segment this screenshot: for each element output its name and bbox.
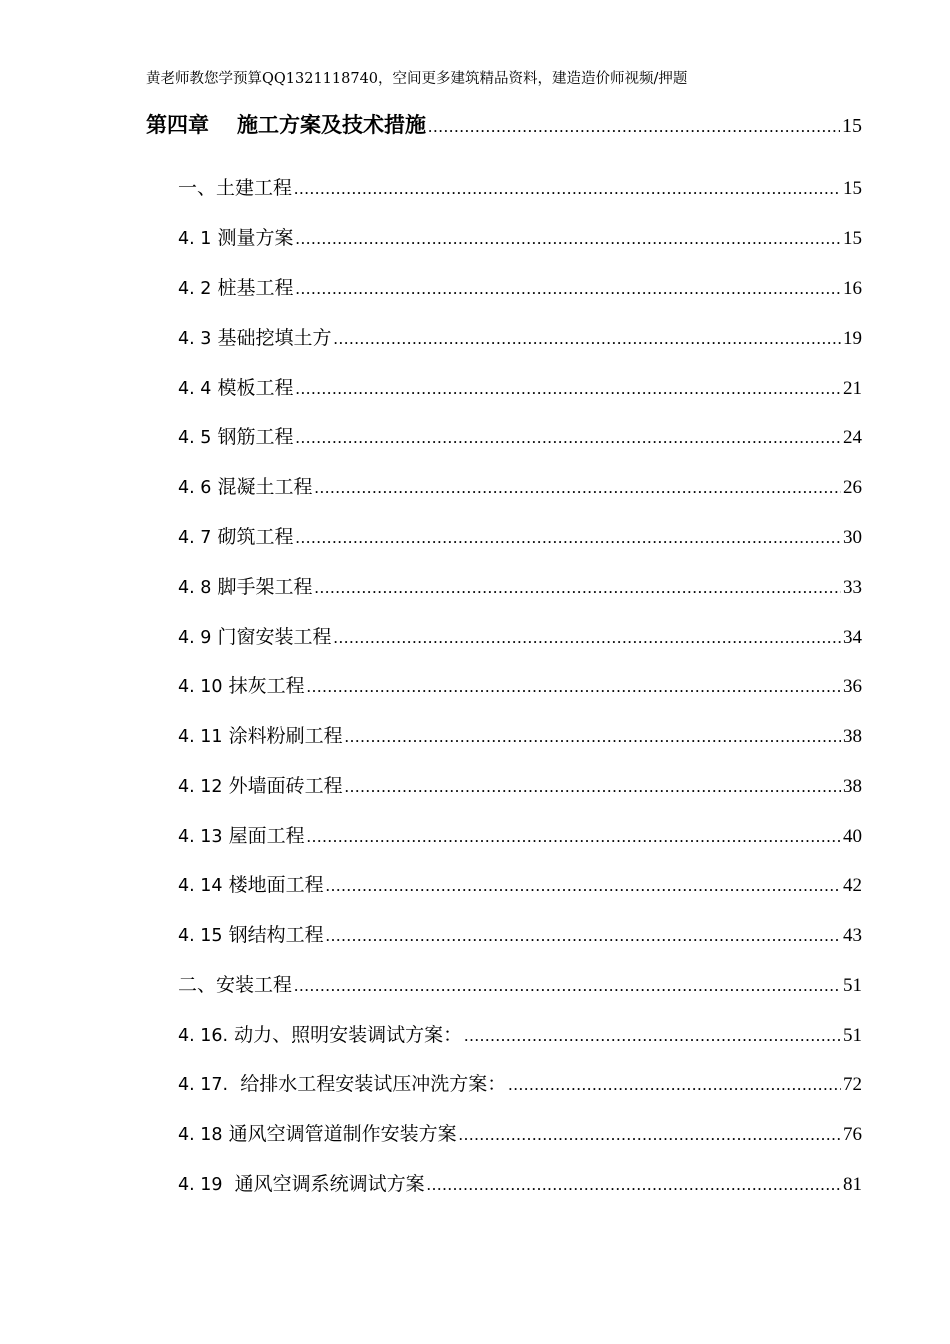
toc-entry[interactable] [178,173,862,203]
toc-page-number: 30 [843,527,862,548]
toc-entry-title: 二、安装工程 [178,974,293,996]
toc-entry[interactable] [178,1020,862,1050]
toc-page-number: 15 [843,178,862,199]
toc-page-number: 81 [843,1174,862,1195]
toc-entry-label [178,671,305,702]
toc-chapter-row[interactable] [146,110,862,140]
toc-entry[interactable] [178,1169,862,1199]
toc-entry-number: 4. 4 [178,379,212,399]
toc-leader-dots [295,374,841,404]
toc-entry[interactable] [178,273,862,303]
toc-page-number: 43 [843,925,862,946]
toc-leader-dots [345,772,841,802]
toc-entry-label [178,1169,425,1200]
toc-leader-dots [508,1070,841,1100]
toc-entry-label [178,323,331,354]
toc-entry-title: 砌筑工程 [217,526,294,548]
toc-entry[interactable] [178,572,862,602]
toc-page-number: 34 [843,627,862,648]
toc-page-number: 72 [843,1074,862,1095]
toc-entry-title: 动力、照明安装调试方案： [234,1024,463,1046]
toc-leader-dots [326,871,841,901]
toc-entry-label [178,273,293,304]
toc-entry-number: 4. 11 [178,727,223,747]
toc-page-number: 19 [843,328,862,349]
toc-entry-title: 通风空调管道制作安装方案 [228,1123,457,1145]
toc-entry[interactable] [178,870,862,900]
toc-leader-dots [294,174,841,204]
toc-chapter-label [146,110,426,140]
toc-entry[interactable] [178,323,862,353]
toc-entry-title: 钢结构工程 [228,924,324,946]
toc-entry-title: 给排水工程安装试压冲洗方案： [240,1073,507,1095]
toc-entry[interactable] [178,373,862,403]
toc-page-number: 51 [843,1025,862,1046]
toc-leader-dots [295,523,841,553]
toc-leader-dots [427,1170,841,1200]
toc-entry-number: 4. 16. [178,1026,229,1046]
toc-entry[interactable] [178,920,862,950]
toc-entry-label [178,970,292,1000]
toc-entry[interactable] [178,821,862,851]
toc-entry-number: 4. 2 [178,279,212,299]
toc-entry[interactable] [178,1119,862,1149]
toc-entry-label [178,1069,506,1100]
toc-entry[interactable] [178,721,862,751]
toc-entry-title: 一、土建工程 [178,177,293,199]
toc-entry-label [178,821,305,852]
toc-entry-number: 4. 17. [178,1075,229,1095]
toc-entry-number: 4. 1 [178,229,212,249]
toc-leader-dots [307,672,841,702]
toc-entry-title: 屋面工程 [228,825,305,847]
toc-page-number: 36 [843,676,862,697]
toc-entry-title: 涂料粉刷工程 [228,725,343,747]
toc-leader-dots [314,473,841,503]
toc-page-number: 16 [843,278,862,299]
toc-entry-title: 脚手架工程 [217,576,313,598]
toc-entry-number: 4. 13 [178,827,223,847]
toc-page-number: 40 [843,826,862,847]
toc-entry-title: 楼地面工程 [228,874,324,896]
toc-entry-label [178,870,324,901]
toc-entry[interactable] [178,970,862,1000]
toc-entry[interactable] [178,223,862,253]
toc-entry[interactable] [178,771,862,801]
toc-entry-number: 4. 19 [178,1175,223,1195]
toc-entry-label [178,173,292,203]
toc-entry-number: 4. 8 [178,578,212,598]
chapter-number: 第四章 [146,113,209,137]
toc-entry-title: 桩基工程 [217,277,294,299]
toc-entry-title: 通风空调系统调试方案 [234,1173,425,1195]
toc-entry[interactable] [178,1069,862,1099]
document-header-note: 黄老师教您学预算QQ1321118740，空间更多建筑精品资料，建造造价师视频/押题 [146,71,688,87]
toc-page-number: 15 [842,115,862,137]
toc-entry-title: 模板工程 [217,377,294,399]
toc-leader-dots [295,224,841,254]
toc-entry-label [178,920,324,951]
toc-leader-dots [314,573,841,603]
toc-entry-title: 抹灰工程 [228,675,305,697]
toc-entry-label [178,622,331,653]
toc-leader-dots [333,623,841,653]
toc-entry-title: 门窗安装工程 [217,626,332,648]
toc-entry-number: 4. 5 [178,428,212,448]
toc-leader-dots [294,971,841,1001]
toc-leader-dots [428,112,840,142]
toc-page-number: 38 [843,726,862,747]
toc-entry[interactable] [178,472,862,502]
toc-entry-number: 4. 18 [178,1125,223,1145]
toc-entry-title: 钢筋工程 [217,426,294,448]
toc-page-number: 26 [843,477,862,498]
toc-entry-number: 4. 10 [178,677,223,697]
toc-leader-dots [295,423,841,453]
toc-entry-title: 测量方案 [217,227,294,249]
toc-page-number: 24 [843,427,862,448]
toc-leader-dots [295,274,841,304]
toc-entry-label [178,1020,462,1051]
toc-leader-dots [345,722,841,752]
toc-entry-label [178,771,343,802]
toc-entry-label [178,572,312,603]
toc-leader-dots [326,921,841,951]
toc-entry-number: 4. 6 [178,478,212,498]
toc-entry[interactable] [178,422,862,452]
toc-entry[interactable] [178,671,862,701]
toc-entry-label [178,373,293,404]
toc-entry-label [178,422,293,453]
toc-entry-label [178,721,343,752]
toc-entry-title: 基础挖填土方 [217,327,332,349]
toc-leader-dots [459,1120,841,1150]
toc-page-number: 21 [843,378,862,399]
toc-leader-dots [464,1021,841,1051]
toc-page-number: 76 [843,1124,862,1145]
toc-entry-number: 4. 12 [178,777,223,797]
toc-page-number: 33 [843,577,862,598]
toc-page-number: 38 [843,776,862,797]
toc-entry-title: 混凝土工程 [217,476,313,498]
toc-entry-number: 4. 14 [178,876,223,896]
toc-page-number: 15 [843,228,862,249]
toc-entry-number: 4. 7 [178,528,212,548]
toc-entry[interactable] [178,622,862,652]
toc-entry-label [178,522,293,553]
toc-entry-number: 4. 9 [178,628,212,648]
toc-page-number: 51 [843,975,862,996]
toc-page-number: 42 [843,875,862,896]
toc-leader-dots [307,822,841,852]
toc-leader-dots [333,324,841,354]
toc-entry-title: 外墙面砖工程 [228,775,343,797]
toc-entry[interactable] [178,522,862,552]
toc-entry-label [178,472,312,503]
toc-entry-number: 4. 3 [178,329,212,349]
chapter-title: 施工方案及技术措施 [237,113,426,137]
toc-entry-label [178,223,293,254]
toc-entry-number: 4. 15 [178,926,223,946]
toc-entry-label [178,1119,457,1150]
